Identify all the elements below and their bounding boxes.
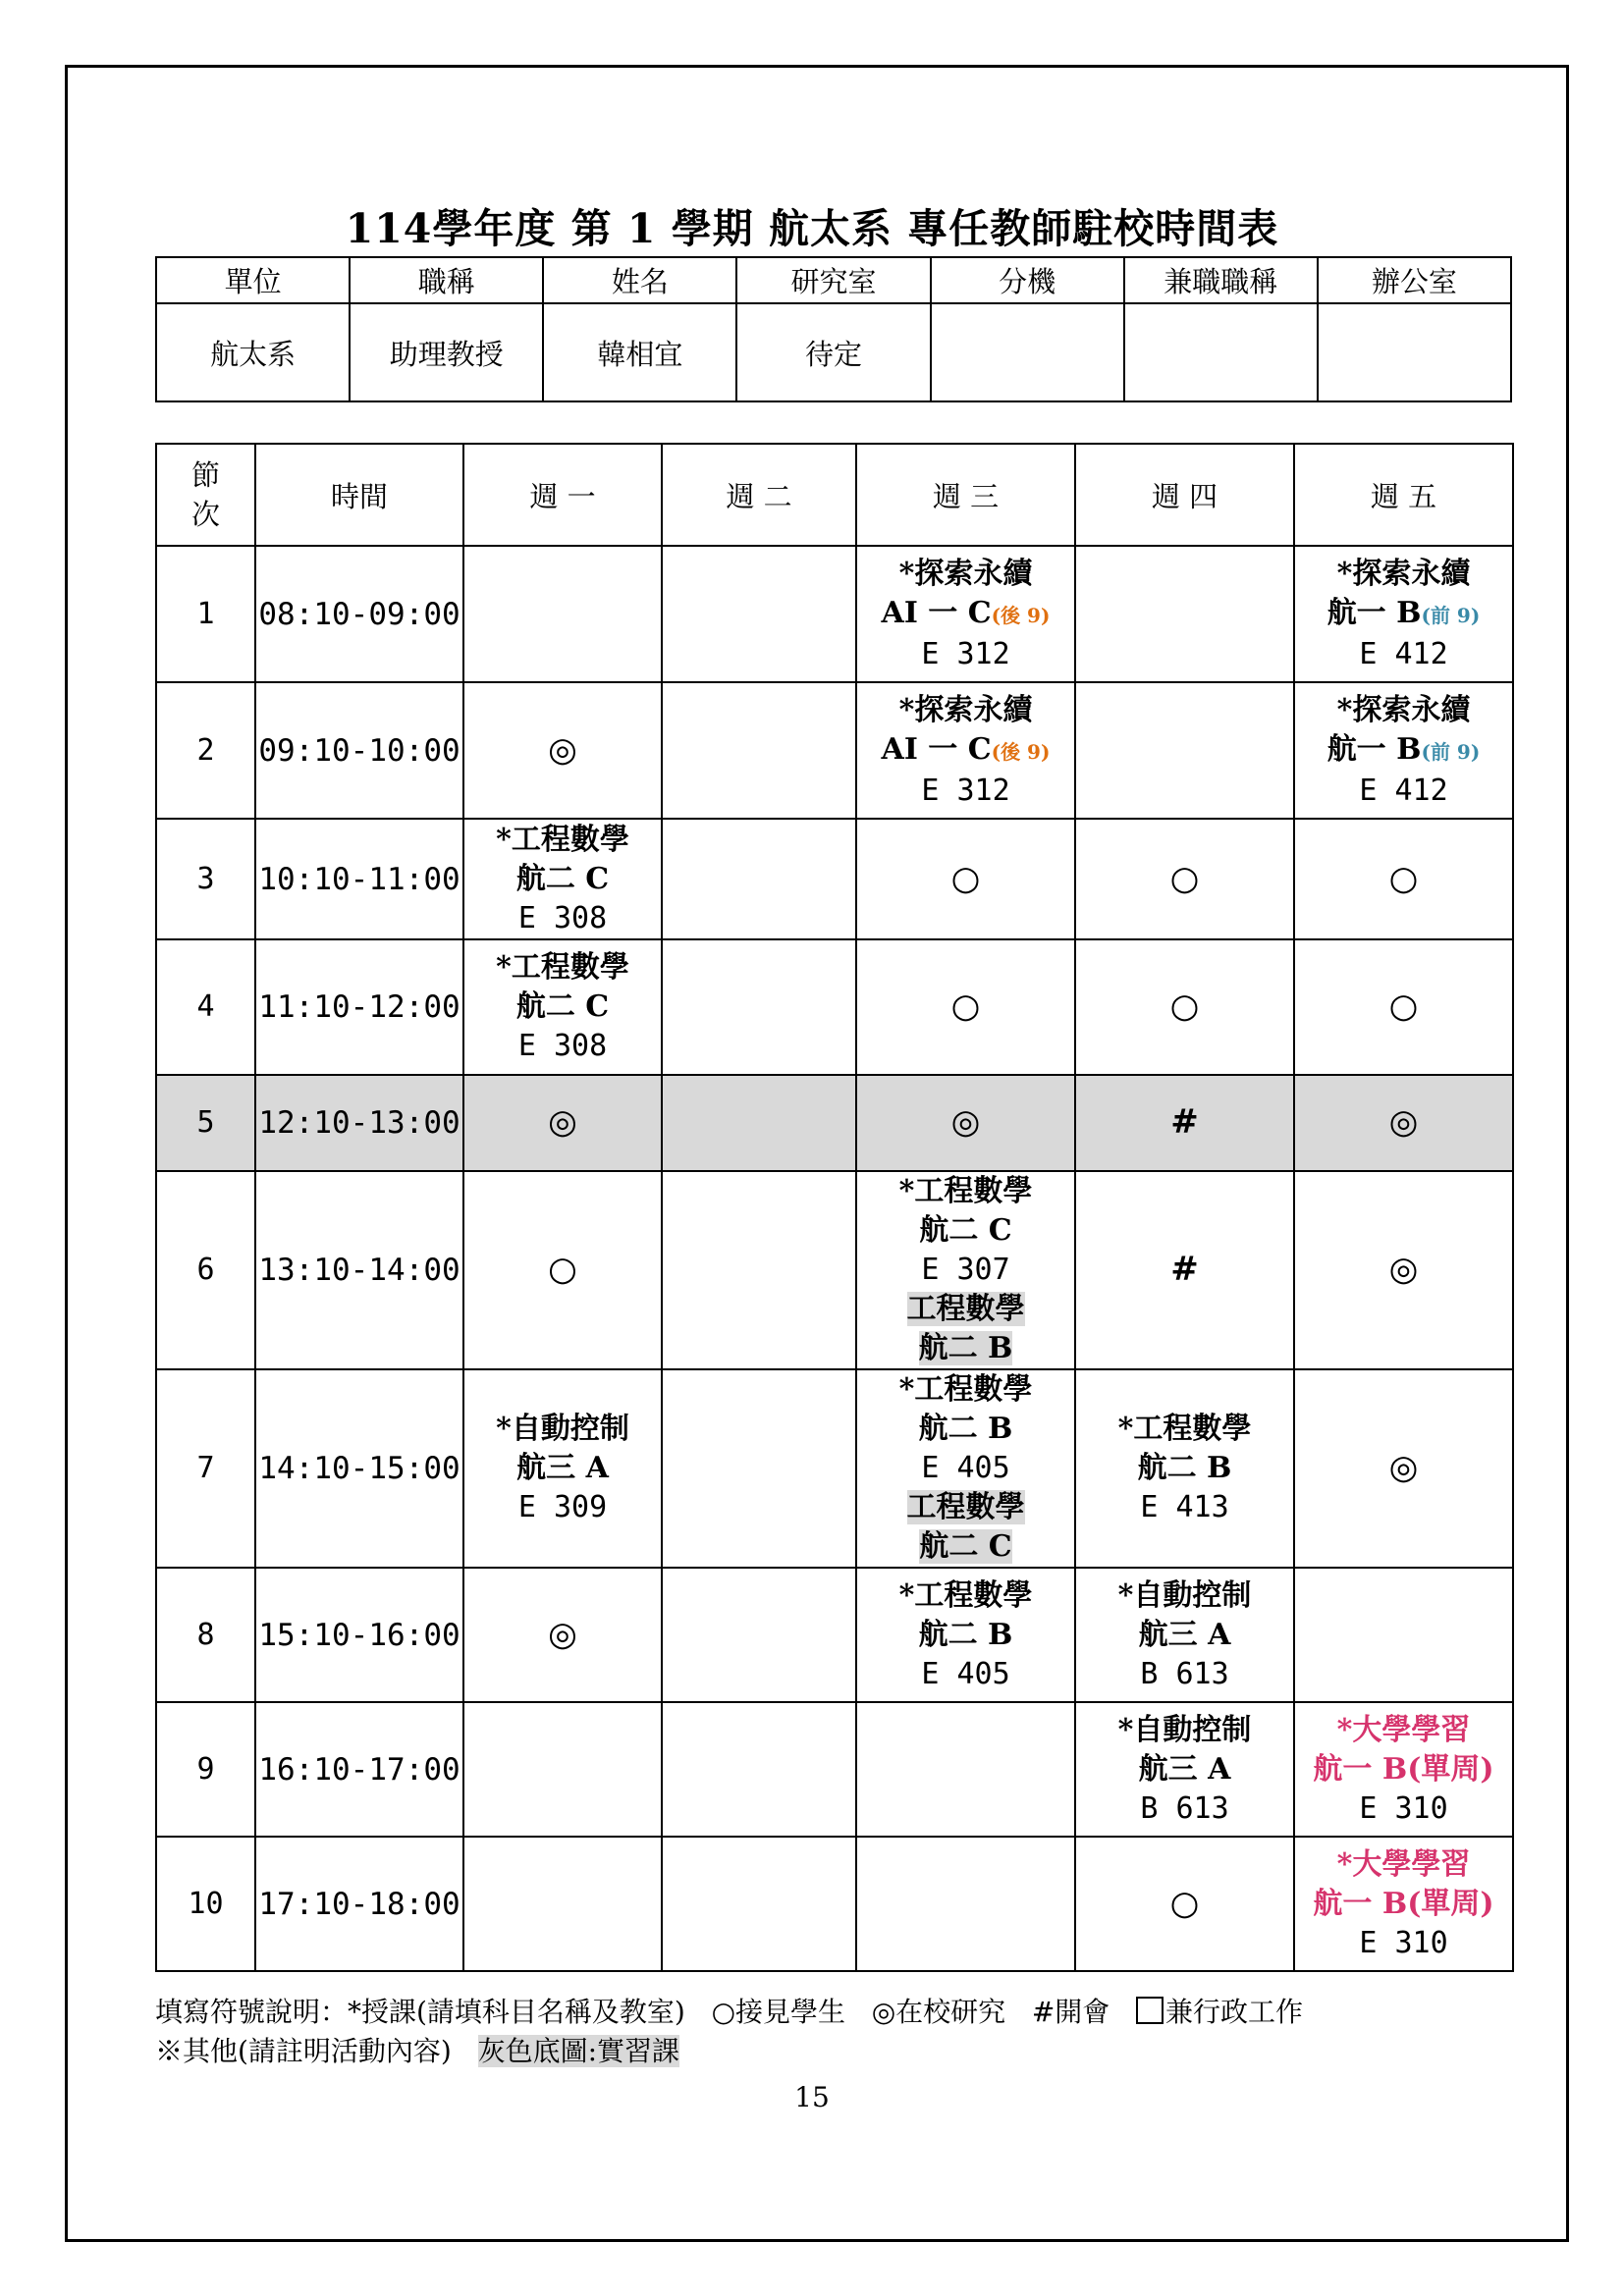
legend-line-2: [155, 2032, 1303, 2071]
info-admin-office: [1318, 303, 1511, 401]
course-room: B 613: [1140, 1790, 1229, 1826]
header-mon: 週 一: [463, 444, 662, 546]
course-class: 航一 B(前 9): [1326, 595, 1481, 630]
cell-wed: [856, 1837, 1075, 1971]
legend-line-1: [155, 1993, 1303, 2032]
course-class: 航三 A: [516, 1451, 609, 1485]
course-name: *大學學習: [1336, 1712, 1471, 1747]
legend-gray: 灰色底圖:實習課: [477, 2035, 679, 2067]
cell-fri: [1294, 1075, 1513, 1171]
cell-thu: [1075, 1171, 1294, 1369]
course-name: *工程數學: [1117, 1412, 1252, 1446]
meet-symbol: ○: [1169, 1883, 1200, 1923]
header-period: 節 次: [156, 444, 255, 546]
cell-mon: [463, 546, 662, 682]
meet-symbol: ○: [1169, 858, 1200, 898]
info-title: 助理教授: [350, 303, 543, 401]
header-time: 時間: [255, 444, 463, 546]
cell-mon: [463, 939, 662, 1075]
period-number: 3: [156, 819, 255, 939]
cell-thu: [1075, 939, 1294, 1075]
legend-other: ※其他(請註明活動內容): [155, 2035, 452, 2067]
cell-tue: [662, 546, 856, 682]
page-title: 114學年度 第 1 學期 航太系 專任教師駐校時間表: [345, 205, 1279, 252]
course-room: E 413: [1140, 1490, 1229, 1524]
period-time: 14:10-15:00: [255, 1369, 463, 1568]
table-row: [156, 1837, 1513, 1971]
meet-symbol: ○: [548, 1250, 577, 1289]
period-time: 13:10-14:00: [255, 1171, 463, 1369]
period-time: 15:10-16:00: [255, 1568, 463, 1702]
course-room: E 412: [1359, 636, 1448, 671]
info-header: 兼職職稱: [1124, 257, 1318, 303]
cell-mon: [463, 819, 662, 939]
period-time: 10:10-11:00: [255, 819, 463, 939]
course-class: 航二 B: [1137, 1451, 1232, 1485]
cell-tue: [662, 1171, 856, 1369]
info-header: 單位: [156, 257, 350, 303]
meeting-symbol: #: [1170, 1250, 1199, 1289]
info-table: [155, 256, 1512, 402]
cell-thu: [1075, 682, 1294, 819]
course-name: *探索永續: [1336, 692, 1471, 727]
course-room: E 412: [1359, 773, 1448, 808]
cell-tue: [662, 1702, 856, 1837]
cell-fri: [1294, 1837, 1513, 1971]
cell-fri: [1294, 939, 1513, 1075]
cell-thu: [1075, 1075, 1294, 1171]
course-room: E 312: [921, 773, 1010, 808]
info-header: 職稱: [350, 257, 543, 303]
legend-meet: ○接見學生: [711, 1996, 845, 2028]
course-name: *探索永續: [898, 556, 1033, 591]
cell-wed: [856, 819, 1075, 939]
course-room: E 307: [921, 1253, 1010, 1287]
info-header: 分機: [931, 257, 1124, 303]
info-extension: [931, 303, 1124, 401]
research-symbol: ◎: [1388, 1448, 1419, 1487]
course-room: B 613: [1140, 1656, 1229, 1691]
course-class: 航一 B(單周): [1313, 1751, 1494, 1787]
course-room: E 405: [921, 1656, 1010, 1691]
info-name: 韓相宜: [543, 303, 736, 401]
cell-tue: [662, 682, 856, 819]
cell-fri: [1294, 1171, 1513, 1369]
cell-fri: [1294, 682, 1513, 819]
course-name: *自動控制: [496, 1412, 629, 1446]
course-class: AI 一 C(後 9): [881, 595, 1051, 630]
table-row: [156, 1702, 1513, 1837]
cell-tue: [662, 819, 856, 939]
course-room: E 308: [517, 900, 608, 935]
course-class: 航三 A: [1138, 1617, 1231, 1652]
course-tag: (後 9): [991, 739, 1051, 764]
lab-course-name: 工程數學: [906, 1490, 1025, 1524]
cell-wed: [856, 1171, 1075, 1369]
info-office: 待定: [736, 303, 930, 401]
table-row: [156, 546, 1513, 682]
cell-wed: [856, 1369, 1075, 1568]
table-row: [156, 1075, 1513, 1171]
course-name: *工程數學: [898, 1174, 1033, 1208]
course-name: *工程數學: [898, 1372, 1033, 1407]
cell-mon: [463, 1837, 662, 1971]
cell-tue: [662, 1568, 856, 1702]
course-room: E 310: [1359, 1790, 1448, 1826]
course-name: *探索永續: [898, 692, 1033, 727]
meeting-symbol: #: [1170, 1102, 1199, 1142]
period-time: 11:10-12:00: [255, 939, 463, 1075]
header-fri: 週 五: [1294, 444, 1513, 546]
period-number: 10: [156, 1837, 255, 1971]
course-class: 航二 B: [918, 1412, 1013, 1446]
cell-wed: [856, 1075, 1075, 1171]
course-room: E 308: [517, 1029, 608, 1063]
course-tag: (前 9): [1421, 739, 1481, 764]
cell-mon: [463, 1369, 662, 1568]
cell-wed: [856, 1568, 1075, 1702]
cell-thu: [1075, 1837, 1294, 1971]
table-row: [156, 939, 1513, 1075]
period-number: 2: [156, 682, 255, 819]
course-class: 航一 B(單周): [1313, 1886, 1494, 1921]
course-class: 航二 B: [918, 1617, 1013, 1652]
course-name: *工程數學: [496, 822, 629, 857]
course-class: 航二 C: [515, 861, 610, 896]
course-name: *工程數學: [496, 950, 629, 985]
course-room: E 405: [921, 1451, 1010, 1485]
lab-course-class: 航二 C: [919, 1529, 1012, 1564]
course-class: 航二 C: [515, 989, 610, 1024]
cell-mon: [463, 1568, 662, 1702]
research-symbol: ◎: [548, 1102, 577, 1142]
course-tag: (前 9): [1421, 603, 1481, 627]
table-row: [156, 1171, 1513, 1369]
period-number: 7: [156, 1369, 255, 1568]
research-symbol: ◎: [1388, 1250, 1419, 1289]
period-number: 1: [156, 546, 255, 682]
legend-admin: 兼行政工作: [1165, 1996, 1304, 2028]
research-symbol: ◎: [950, 1102, 981, 1142]
period-time: 08:10-09:00: [255, 546, 463, 682]
meet-symbol: ○: [1169, 987, 1200, 1026]
cell-mon: [463, 1702, 662, 1837]
period-number: 9: [156, 1702, 255, 1837]
course-name: *工程數學: [898, 1577, 1033, 1613]
cell-thu: [1075, 1568, 1294, 1702]
info-unit: 航太系: [156, 303, 350, 401]
cell-mon: [463, 682, 662, 819]
course-name: *自動控制: [1117, 1577, 1252, 1613]
period-number: 6: [156, 1171, 255, 1369]
table-row: [156, 1568, 1513, 1702]
header-tue: 週 二: [662, 444, 856, 546]
period-time: 16:10-17:00: [255, 1702, 463, 1837]
course-class: AI 一 C(後 9): [881, 731, 1051, 767]
legend-teaching: 填寫符號說明：*授課(請填科目名稱及教室): [155, 1996, 685, 2028]
cell-fri: [1294, 546, 1513, 682]
meet-symbol: ○: [1388, 987, 1419, 1026]
cell-tue: [662, 939, 856, 1075]
info-header: 姓名: [543, 257, 736, 303]
cell-wed: [856, 939, 1075, 1075]
period-number: 8: [156, 1568, 255, 1702]
course-room: E 310: [1359, 1925, 1448, 1960]
period-time: 12:10-13:00: [255, 1075, 463, 1171]
course-name: *自動控制: [1117, 1712, 1252, 1747]
legend-meeting: #開會: [1031, 1996, 1110, 2028]
page-number: 15: [794, 2081, 830, 2113]
cell-tue: [662, 1369, 856, 1568]
cell-wed: [856, 682, 1075, 819]
info-header: 研究室: [736, 257, 930, 303]
course-tag: (後 9): [991, 603, 1051, 627]
meet-symbol: ○: [950, 987, 981, 1026]
course-class: 航一 B(前 9): [1326, 731, 1481, 767]
meet-symbol: ○: [1388, 858, 1419, 898]
course-class: 航二 C: [919, 1213, 1012, 1248]
course-name: *探索永續: [1336, 556, 1471, 591]
header-thu: 週 四: [1075, 444, 1294, 546]
period-number: 4: [156, 939, 255, 1075]
research-symbol: ◎: [548, 729, 577, 770]
info-admin-title: [1124, 303, 1318, 401]
course-class: 航三 A: [1138, 1751, 1231, 1787]
cell-fri: [1294, 1568, 1513, 1702]
lab-course-class: 航二 B: [918, 1331, 1013, 1365]
course-name: *大學學習: [1336, 1846, 1471, 1882]
checkbox-icon: [1136, 1997, 1164, 2024]
research-symbol: ◎: [548, 1614, 577, 1654]
cell-mon: [463, 1171, 662, 1369]
cell-tue: [662, 1075, 856, 1171]
cell-thu: [1075, 546, 1294, 682]
meet-symbol: ○: [950, 858, 981, 898]
legend-research: ◎在校研究: [871, 1996, 1006, 2028]
cell-thu: [1075, 1369, 1294, 1568]
cell-tue: [662, 1837, 856, 1971]
legend: [155, 1993, 1303, 2071]
info-header: 辦公室: [1318, 257, 1511, 303]
cell-fri: [1294, 819, 1513, 939]
cell-thu: [1075, 819, 1294, 939]
schedule-table: [155, 443, 1514, 1972]
table-row: [156, 819, 1513, 939]
cell-fri: [1294, 1369, 1513, 1568]
research-symbol: ◎: [1388, 1102, 1419, 1142]
period-time: 17:10-18:00: [255, 1837, 463, 1971]
period-number: 5: [156, 1075, 255, 1171]
table-row: [156, 1369, 1513, 1568]
course-room: E 312: [921, 636, 1010, 671]
cell-fri: [1294, 1702, 1513, 1837]
course-room: E 309: [517, 1490, 608, 1524]
cell-wed: [856, 546, 1075, 682]
lab-course-name: 工程數學: [906, 1292, 1025, 1326]
cell-wed: [856, 1702, 1075, 1837]
cell-thu: [1075, 1702, 1294, 1837]
period-time: 09:10-10:00: [255, 682, 463, 819]
cell-mon: [463, 1075, 662, 1171]
header-wed: 週 三: [856, 444, 1075, 546]
table-row: [156, 682, 1513, 819]
